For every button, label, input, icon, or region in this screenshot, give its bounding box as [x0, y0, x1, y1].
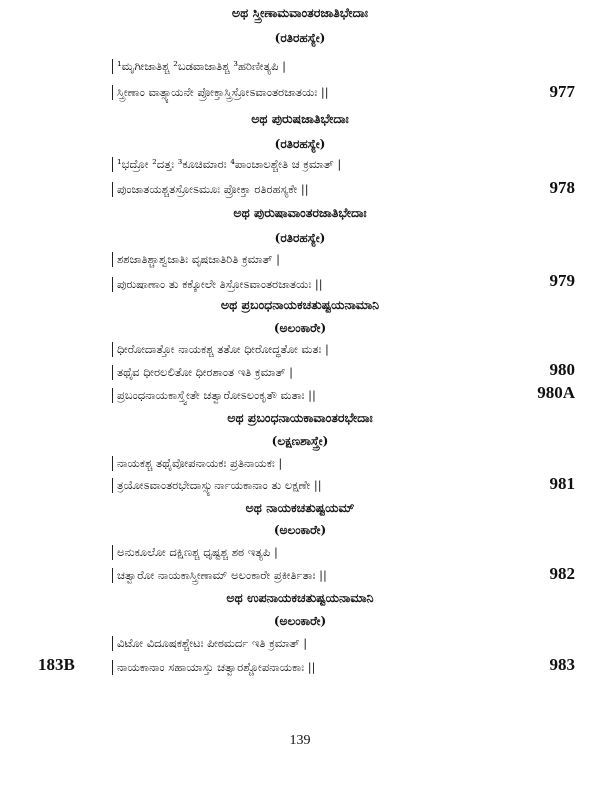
- verse-line: ನಾಯಕಶ್ಚ ತಥೈವೋಪನಾಯಕಃ ಪ್ರತಿನಾಯಕಃ |: [112, 456, 282, 471]
- verse-line: ¹ಮೃಗೀಜಾತಿಶ್ಚ ²ಬಡವಾಜಾತಿಶ್ಚ ³ಹರಿಣೀತ್ಯಪಿ |: [112, 59, 286, 74]
- section-title: ಅಥ ಪ್ರಬಂಧನಾಯಕಚತುಷ್ಟಯನಾಮಾನಿ: [220, 297, 380, 312]
- section-source: (ಅಲಂಕಾರೇ): [273, 321, 327, 335]
- verse-number: 979: [549, 271, 575, 290]
- section-title: ಅಥ ಪುರುಷಜಾತಿಭೇದಾಃ: [251, 111, 349, 126]
- verse-line: ತ್ರಯೋಽವಾಂತರಭೇದಾಸ್ಸ್ಯುರ್ನಾಯಕಾನಾಂ ತು ಲಕ್ಷಣೇ ||: [112, 478, 322, 493]
- section-title: ಅಥ ಉಪನಾಯಕಚತುಷ್ಟಯನಾಮಾನಿ: [226, 590, 374, 605]
- verse-line: ತಥೈವ ಧೀರಲಲಿತೋ ಧೀರಶಾಂತ ಇತಿ ಕ್ರಮಾತ್ |: [112, 365, 293, 380]
- section-source: (ರತಿರಹಸ್ಯೇ): [274, 231, 326, 245]
- verse-line: ಪುಂಜಾತಯಶ್ಚತಸ್ರೋಽಮೂಃ ಪ್ರೋಕ್ತಾ ರತಿರಹಸ್ಯಕೇ ||: [112, 182, 309, 197]
- verse-number: 983: [549, 655, 575, 674]
- verse-line: ಸ್ತ್ರೀಣಾಂ ವಾತ್ಸ್ಯಾಯನೇ ಪ್ರೋಕ್ತಾಸ್ತ್ರಿಸ್ರೋಽವಾಂತರಜಾತಯಃ ||: [112, 85, 329, 100]
- verse-line: ನಾಯಕಾನಾಂ ಸಹಾಯಾಸ್ತು ಚತ್ವಾರಶ್ಚೋಪನಾಯಕಾಃ ||: [112, 660, 315, 675]
- section-source: (ರತಿರಹಸ್ಯೇ): [274, 31, 326, 45]
- verse-line: ಶಶಜಾತಿಶ್ಚಾಶ್ವಜಾತಿಃ ವೃಷಜಾತಿರಿತಿ ಕ್ರಮಾತ್ |: [112, 252, 280, 267]
- verse-number: 980A: [537, 383, 575, 402]
- section-title: ಅಥ ಸ್ತ್ರೀಣಾಮವಾಂತರಜಾತಿಭೇದಾಃ: [231, 5, 369, 20]
- verse-line: ಅನುಕೂಲೋ ದಕ್ಷಿಣಶ್ಚ ಧೃಷ್ಟಶ್ಚ ಶಠ ಇತ್ಯಪಿ |: [112, 545, 278, 560]
- section-source: (ರತಿರಹಸ್ಯೇ): [274, 137, 326, 151]
- verse-line: ವಿಟೋ ವಿದೂಷಕಶ್ಚೇಟಃ ಪೀಠಮರ್ದ ಇತಿ ಕ್ರಮಾತ್ |: [112, 636, 307, 651]
- page-number: 139: [289, 733, 311, 748]
- verse-line: ಧೀರೋದಾತ್ತೋ ನಾಯಕಶ್ಚ ತತೋ ಧೀರೋದ್ಧತೋ ಮತಃ |: [112, 342, 329, 357]
- section-source: (ಅಲಂಕಾರೇ): [273, 614, 327, 628]
- section-source: (ಅಲಂಕಾರೇ): [273, 523, 327, 537]
- section-title: ಅಥ ನಾಯಕಚತುಷ್ಟಯಮ್: [245, 500, 355, 515]
- verse-number: 978: [549, 178, 575, 197]
- section-source: (ಲಕ್ಷಣಶಾಸ್ತ್ರೇ): [271, 434, 329, 448]
- section-title: ಅಥ ಪ್ರಬಂಧನಾಯಕಾವಾಂತರಭೇದಾಃ: [227, 410, 373, 425]
- verse-number: 981: [549, 474, 575, 493]
- verse-line: ಚತ್ವಾರೋ ನಾಯಕಾಸ್ತ್ರೀಣಾಮ್ ಅಲಂಕಾರೇ ಪ್ರಕೀರ್ತಿತಾಃ ||: [112, 568, 327, 583]
- verse-line: ¹ಭದ್ರೋ ²ದತ್ತಃ ³ಕೂಚಿಮಾರಃ ⁴ಪಾಂಚಾಲಶ್ಚೇತಿ ಚ ಕ್ರಮಾತ್ |: [112, 157, 341, 172]
- verse-line: ಪುರುಷಾಣಾಂ ತು ಕಕ್ಕೋಲೇ ತಿಸ್ರೋಽವಾಂತರಜಾತಯಃ ||: [112, 277, 323, 292]
- section-title: ಅಥ ಪುರುಷಾವಾಂತರಜಾತಿಭೇದಾಃ: [233, 205, 367, 220]
- verse-line: ಪ್ರಬಂಧನಾಯಕಾಸ್ತ್ವೇತೇ ಚತ್ವಾರೋಽಲಂಕೃತೌ ಮತಾಃ ||: [112, 388, 316, 403]
- verse-number: 980: [549, 360, 575, 379]
- verse-number: 982: [549, 564, 575, 583]
- verse-number: 977: [549, 82, 575, 101]
- margin-reference: 183B: [38, 655, 75, 674]
